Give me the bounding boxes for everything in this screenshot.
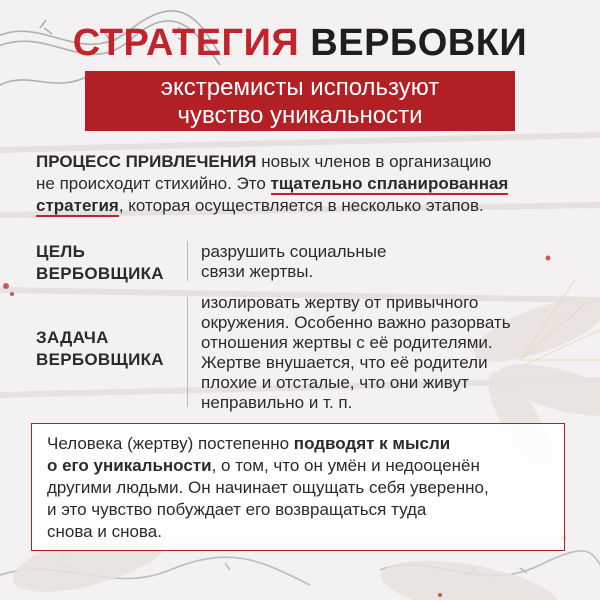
intro-text: , которая осуществляется в несколько этапов. [118,196,484,215]
task-text-line: окружения. Особенно важно разорвать [201,313,511,332]
intro-highlight: тщательно спланированная [270,174,509,193]
page-title [0,22,600,65]
title-part-red: СТРАТЕГИЯ [72,22,300,64]
task-label [36,327,164,371]
task-label-line: ВЕРБОВЩИКА [36,350,164,369]
goal-label-line: ЦЕЛЬ [36,242,86,261]
subtitle-line: экстремисты используют [160,74,440,101]
callout-text [47,433,489,543]
intro-text: новых членов в организацию [256,152,492,171]
goal-text [201,242,386,282]
task-label-line: ЗАДАЧА [36,328,109,347]
divider-line [187,241,188,281]
subtitle-banner [85,71,515,131]
task-text-line: изолировать жертву от привычного [201,293,479,312]
intro-text: не происходит стихийно. Это [36,174,271,193]
goal-text-line: связи жертвы. [201,262,314,281]
intro-bold-lead: ПРОЦЕСС ПРИВЛЕЧЕНИЯ [36,152,257,171]
goal-label [36,241,164,285]
callout-line: другими людьми. Он начинает ощущать себя уверенно, [47,478,489,497]
callout-text-span: Человека (жертву) постепенно [47,434,294,453]
divider-line [187,297,188,407]
intro-highlight: стратегия [36,196,119,215]
title-part-dark: ВЕРБОВКИ [310,22,528,64]
task-text [201,293,511,413]
goal-text-line: разрушить социальные [201,242,387,261]
callout-text-span: , о том, что он умён и недооценён [211,456,480,475]
goal-label-line: ВЕРБОВЩИКА [36,264,164,283]
subtitle-line: чувство уникальности [177,102,423,129]
callout-line: снова и снова. [47,522,162,541]
task-text-line: отношения жертвы с её родителями. [201,333,493,352]
callout-bold: подводят к мысли [293,434,451,453]
task-text-line: Жертве внушается, что её родители [201,353,488,372]
task-text-line: неправильно и т. п. [201,393,353,412]
task-text-line: плохие и отсталые, что они живут [201,373,469,392]
callout-line: и это чувство побуждает его возвращаться туда [47,500,427,519]
intro-paragraph [36,151,576,217]
callout-bold: о его уникальности [47,456,212,475]
